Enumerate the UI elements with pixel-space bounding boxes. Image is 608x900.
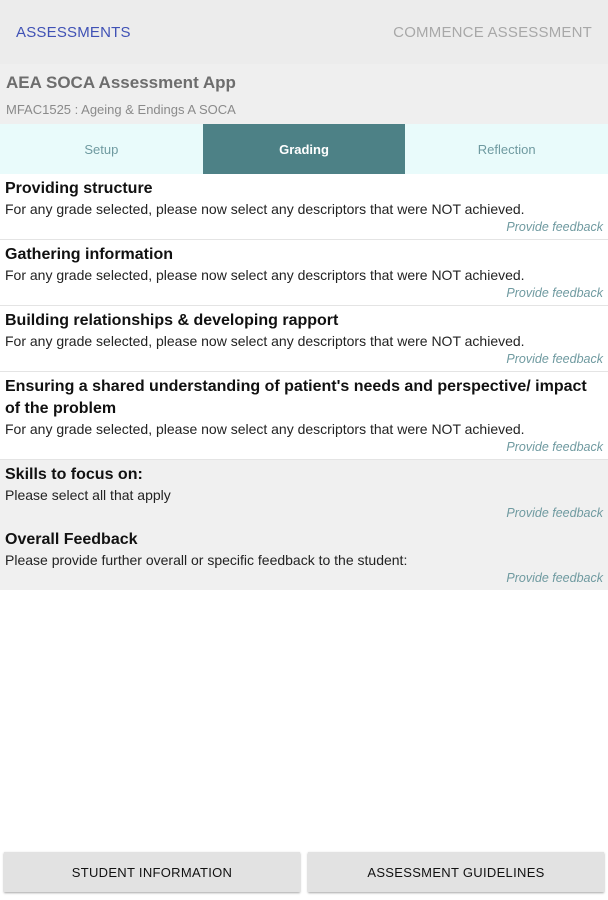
grading-list [0, 174, 608, 590]
section-description: For any grade selected, please now select any descriptors that were NOT achieved. [5, 333, 525, 349]
section-skills-to-focus[interactable] [0, 460, 608, 525]
provide-feedback-link[interactable]: Provide feedback [506, 571, 603, 585]
section-description: For any grade selected, please now select any descriptors that were NOT achieved. [5, 201, 525, 217]
provide-feedback-link[interactable]: Provide feedback [506, 286, 603, 300]
tab-bar [0, 124, 608, 174]
commence-assessment-button[interactable]: COMMENCE ASSESSMENT [393, 24, 592, 41]
section-description: Please select all that apply [5, 487, 171, 503]
top-action-bar [0, 0, 608, 64]
provide-feedback-link[interactable]: Provide feedback [506, 440, 603, 454]
section-providing-structure[interactable] [0, 174, 608, 240]
section-heading: Gathering information [5, 246, 173, 263]
tab-setup[interactable]: Setup [84, 141, 119, 157]
app-subtitle: MFAC1525 : Ageing & Endings A SOCA [6, 102, 236, 117]
student-information-button[interactable]: STUDENT INFORMATION [4, 852, 300, 892]
section-overall-feedback[interactable] [0, 525, 608, 590]
provide-feedback-link[interactable]: Provide feedback [506, 220, 603, 234]
section-description: For any grade selected, please now select any descriptors that were NOT achieved. [5, 267, 525, 283]
section-heading: Overall Feedback [5, 531, 138, 548]
section-description: For any grade selected, please now select any descriptors that were NOT achieved. [5, 421, 525, 437]
section-heading: Skills to focus on: [5, 466, 143, 483]
footer-buttons [0, 852, 608, 894]
section-heading: Ensuring a shared understanding of patient's needs and perspective/ impact of the problem [5, 378, 587, 417]
tab-reflection[interactable]: Reflection [477, 141, 536, 157]
section-building-relationships[interactable] [0, 306, 608, 372]
tab-grading[interactable]: Grading [203, 124, 406, 174]
app-header [0, 64, 608, 124]
section-gathering-information[interactable] [0, 240, 608, 306]
provide-feedback-link[interactable]: Provide feedback [506, 506, 603, 520]
section-heading: Providing structure [5, 180, 153, 197]
section-shared-understanding[interactable] [0, 372, 608, 460]
assessments-link[interactable]: ASSESSMENTS [16, 24, 131, 41]
provide-feedback-link[interactable]: Provide feedback [506, 352, 603, 366]
assessment-guidelines-button[interactable]: ASSESSMENT GUIDELINES [308, 852, 604, 892]
app-title: AEA SOCA Assessment App [6, 73, 236, 92]
section-description: Please provide further overall or specific feedback to the student: [5, 552, 408, 568]
section-heading: Building relationships & developing rapport [5, 312, 339, 329]
